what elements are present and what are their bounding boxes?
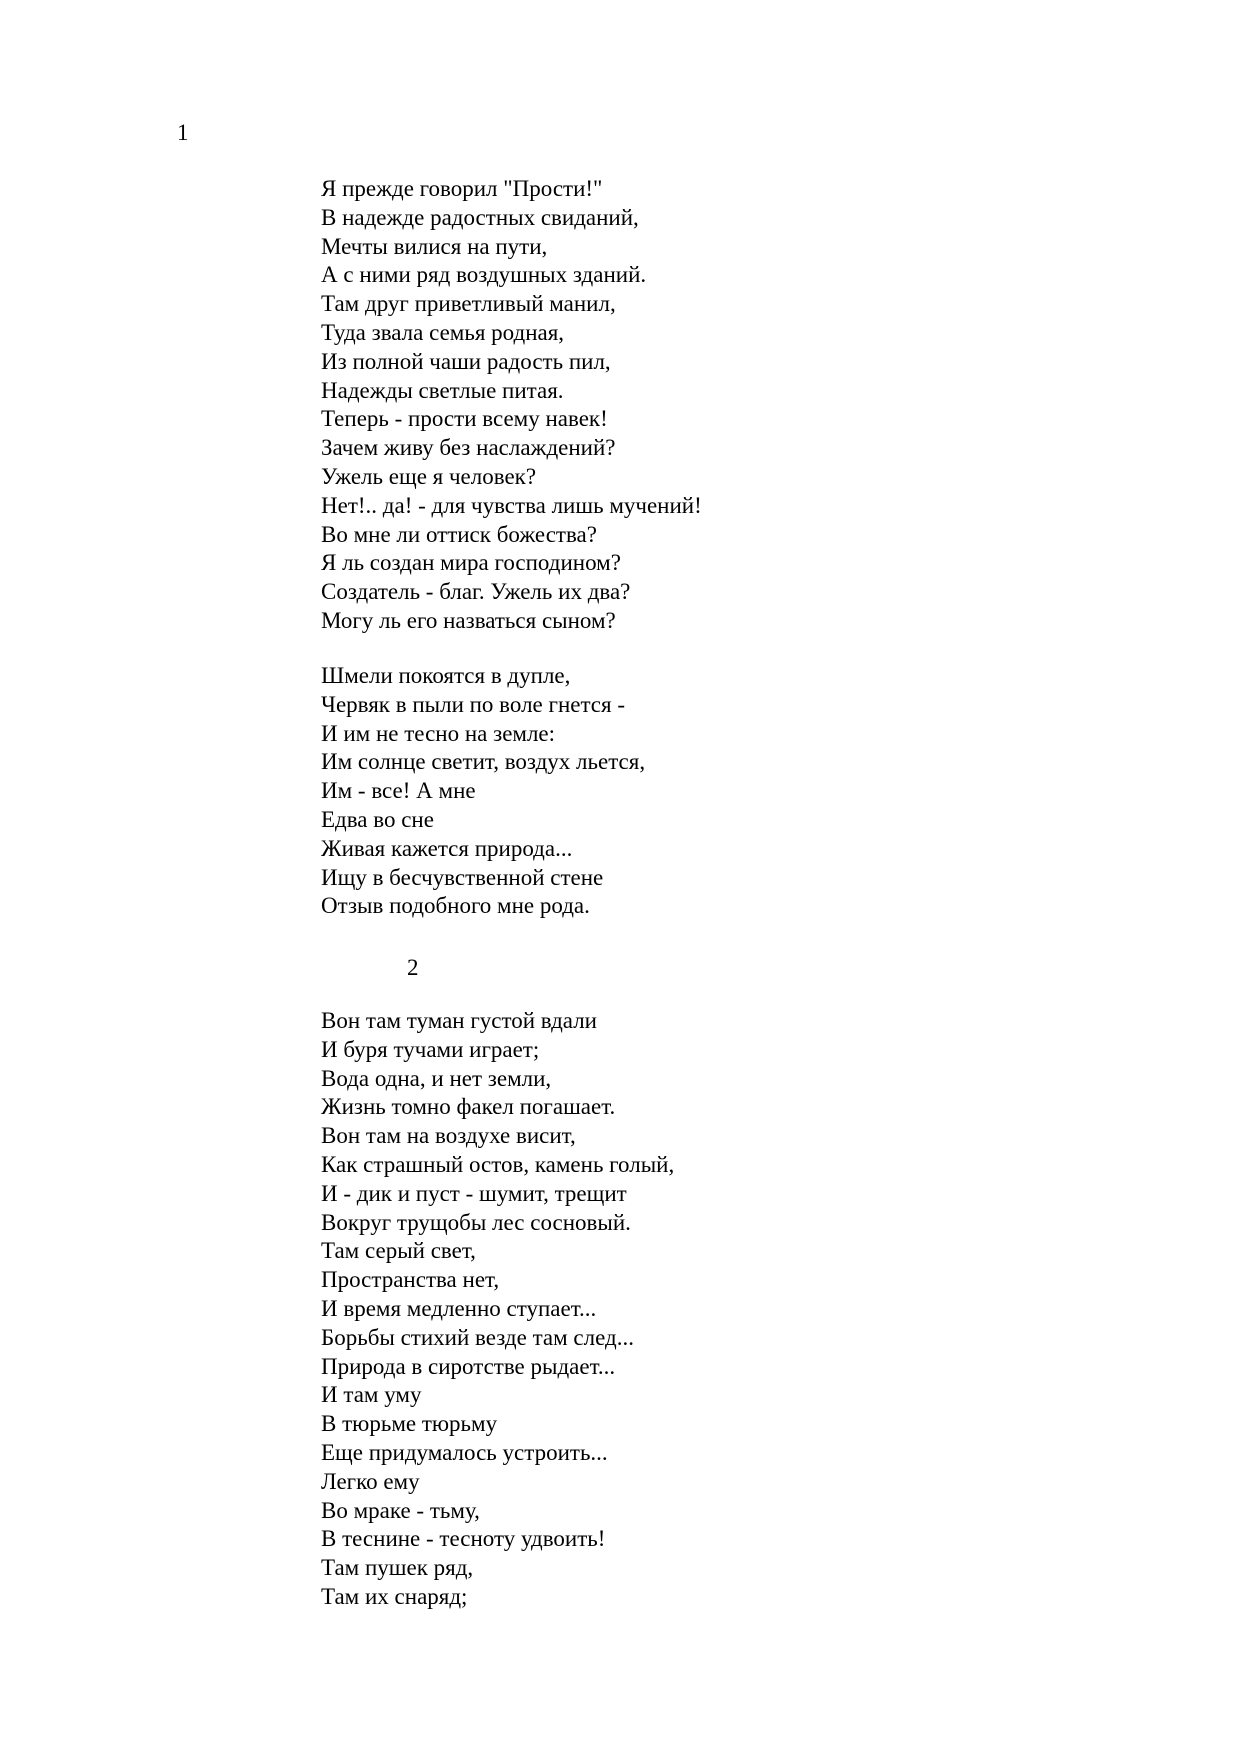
poem-line: В тюрьме тюрьму [321,1411,498,1437]
section-number: 2 [407,955,419,980]
poem-line: Им солнце светит, воздух льется, [321,749,646,775]
poem-line: Еще придумалось устроить... [321,1439,608,1465]
poem-line: Я прежде говорил "Прости!" [321,176,603,201]
poem-line: Отзыв подобного мне рода. [321,893,590,919]
poem-line: Зачем живу без наслаждений? [321,435,616,461]
poem-line: В теснине - тесноту удвоить! [321,1526,606,1552]
poem-line: И время медленно ступает... [321,1295,597,1321]
poem-line: Туда звала семья родная, [321,319,565,345]
poem-line: Как страшный остов, камень голый, [321,1151,675,1177]
poem-line: Червяк в пыли по воле гнется - [321,691,625,717]
poem-line: Шмели покоятся в дупле, [321,663,571,688]
poem-line: Вокруг трущобы лес сосновый. [321,1209,631,1235]
poem-line: В надежде радостных свиданий, [321,204,639,230]
poem-line: Я ль создан мира господином? [321,550,621,576]
poem-line: Мечты вилися на пути, [321,233,548,259]
poem-line: Там их снаряд; [321,1583,468,1609]
poem-line: Там друг приветливый манил, [321,291,616,317]
poem-line: Могу ль его назваться сыном? [321,607,616,633]
poem-stanza [321,1007,674,1612]
poem-line: Ищу в бесчувственной стене [321,864,604,890]
poem-line: Вон там туман густой вдали [321,1008,597,1033]
poem-line: Нет!.. да! - для чувства лишь мучений! [321,492,702,518]
poem-line: Во мраке - тьму, [321,1497,480,1523]
poem-line: Во мне ли оттиск божества? [321,521,597,547]
poem-line: Легко ему [321,1468,420,1494]
poem-line: И буря тучами играет; [321,1036,540,1062]
poem-line: Живая кажется природа... [321,835,573,861]
poem-line: Вода одна, и нет земли, [321,1065,552,1091]
poem-line: Ужель еще я человек? [321,463,537,489]
poem-stanza [321,175,702,636]
poem-line: Надежды светлые питая. [321,377,564,403]
poem-line: Им - все! А мне [321,778,476,804]
poem-line: Вон там на воздухе висит, [321,1123,576,1149]
poem-line: Теперь - прости всему навек! [321,406,608,432]
poem-line: Борьбы стихий везде там след... [321,1324,634,1350]
poem-line: Из полной чаши радость пил, [321,348,611,374]
poem-line: И там уму [321,1382,422,1408]
poem-line: И - дик и пуст - шумит, трещит [321,1180,627,1206]
poem-line: И им не тесно на земле: [321,720,556,746]
poem-line: Природа в сиротстве рыдает... [321,1353,616,1379]
poem-line: Пространства нет, [321,1267,500,1293]
poem-line: Создатель - благ. Ужель их два? [321,579,631,605]
poem-line: Там пушек ряд, [321,1555,474,1581]
poem-line: Жизнь томно факел погашает. [321,1094,616,1120]
page-number: 1 [177,120,189,145]
poem-line: Там серый свет, [321,1238,476,1264]
poem-stanza [321,662,645,921]
poem-line: Едва во сне [321,806,434,832]
poem-line: А с ними ряд воздушных зданий. [321,262,647,288]
